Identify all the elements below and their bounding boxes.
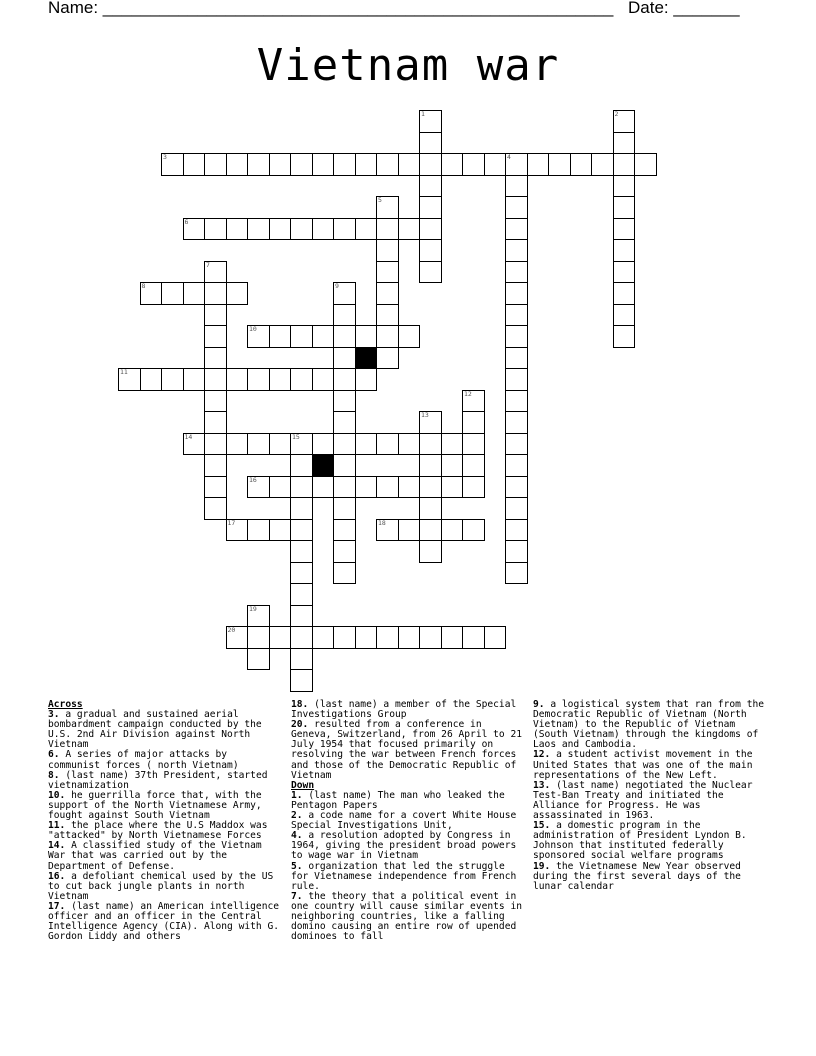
clue-number-label: 6 — [184, 217, 189, 226]
clue-item — [291, 862, 527, 892]
grid-cell[interactable] — [269, 433, 292, 456]
grid-cell[interactable] — [247, 519, 270, 542]
grid-cell[interactable] — [419, 153, 442, 176]
grid-cell[interactable] — [204, 347, 227, 370]
clue-text: organization that led the struggle for Vietnamese independence from French rule. — [291, 860, 517, 892]
grid-cell[interactable] — [333, 411, 356, 434]
grid-cell[interactable] — [333, 626, 356, 649]
grid-cell[interactable] — [269, 626, 292, 649]
clue-item — [291, 720, 527, 781]
grid-cell[interactable] — [312, 476, 335, 499]
clue-text: the Vietnamese New Year observed during the first several days of the lunar calendar — [533, 860, 741, 892]
grid-cell[interactable] — [398, 433, 421, 456]
grid-cell[interactable] — [419, 261, 442, 284]
clue-section-heading: Down — [291, 779, 315, 791]
name-field-label: Name: ______________________________________________________ — [48, 0, 614, 17]
clue-number-label: 15 — [292, 432, 300, 441]
grid-cell[interactable] — [398, 325, 421, 348]
grid-cell[interactable] — [333, 282, 356, 305]
grid-cell[interactable] — [505, 454, 528, 477]
grid-cell[interactable] — [613, 196, 636, 219]
grid-cell[interactable] — [290, 218, 313, 241]
grid-cell[interactable] — [333, 562, 356, 585]
clue-number: 18. — [291, 699, 309, 710]
grid-cell[interactable] — [333, 497, 356, 520]
grid-cell[interactable] — [204, 411, 227, 434]
grid-cell[interactable] — [419, 540, 442, 563]
grid-cell[interactable] — [333, 304, 356, 327]
grid-cell[interactable] — [376, 476, 399, 499]
grid-cell[interactable] — [247, 648, 270, 671]
grid-cell[interactable] — [613, 153, 636, 176]
grid-cell[interactable] — [376, 304, 399, 327]
grid-cell[interactable] — [333, 390, 356, 413]
clue-item — [48, 710, 284, 750]
clue-number: 15. — [533, 820, 551, 832]
grid-cell[interactable] — [613, 132, 636, 155]
grid-cell[interactable] — [312, 218, 335, 241]
grid-cell[interactable] — [290, 519, 313, 542]
grid-cell[interactable] — [269, 476, 292, 499]
grid-cell[interactable] — [398, 519, 421, 542]
grid-cell[interactable] — [376, 218, 399, 241]
grid-cell[interactable] — [226, 433, 249, 456]
grid-cell[interactable] — [462, 153, 485, 176]
grid-cell[interactable] — [333, 153, 356, 176]
grid-cell[interactable] — [398, 218, 421, 241]
clue-item — [533, 862, 769, 892]
clue-item — [48, 791, 284, 821]
clue-text: a logistical system that ran from the Democratic Republic of Vietnam (North Vietnam) to the Republic of Vietnam (South Vietnam) through the kingdoms of Laos and Cambodia. — [533, 699, 765, 751]
grid-cell[interactable] — [204, 304, 227, 327]
grid-cell[interactable] — [247, 433, 270, 456]
grid-cell[interactable] — [505, 368, 528, 391]
grid-cell[interactable] — [290, 540, 313, 563]
clue-number-label: 17 — [227, 518, 236, 527]
grid-cell[interactable] — [376, 261, 399, 284]
clue-number: 14. — [48, 840, 66, 852]
clue-item — [533, 750, 769, 780]
clue-number-label: 3 — [163, 153, 167, 161]
grid-cell[interactable] — [247, 325, 270, 348]
grid-cell[interactable] — [247, 605, 270, 628]
clue-number-label: 18 — [378, 518, 386, 527]
grid-cell[interactable] — [333, 476, 356, 499]
grid-cell[interactable] — [505, 411, 528, 434]
grid-cell[interactable] — [376, 239, 399, 262]
grid-cell[interactable] — [355, 476, 378, 499]
grid-cell[interactable] — [204, 433, 227, 456]
grid-cell[interactable] — [591, 153, 614, 176]
grid-cell[interactable] — [505, 239, 528, 262]
grid-cell[interactable] — [613, 325, 636, 348]
grid-cell[interactable] — [505, 540, 528, 563]
grid-cell[interactable] — [183, 368, 206, 391]
grid-cell[interactable] — [290, 648, 313, 671]
grid-cell[interactable] — [505, 282, 528, 305]
grid-cell[interactable] — [204, 325, 227, 348]
clue-text: resulted from a conference in Geneva, Switzerland, from 26 April to 21 July 1954 that focused primarily on resolving the war between French forces and those of the Democratic Republic of Vietnam — [291, 719, 523, 781]
clue-number-label: 2 — [614, 110, 619, 118]
grid-cell[interactable] — [484, 626, 507, 649]
grid-cell[interactable] — [290, 669, 313, 692]
grid-cell[interactable] — [290, 626, 313, 649]
grid-cell[interactable] — [441, 153, 464, 176]
grid-cell[interactable] — [290, 153, 313, 176]
date-field-label: Date: _______ — [628, 0, 740, 17]
clue-text: (last name) negotiated the Nuclear Test-Ban Treaty and initiated the Alliance for Progress. He was assassinated in 1963. — [533, 779, 753, 822]
clue-text: a gradual and sustained aerial bombardment campaign conducted by the U.S. 2nd Air Division against North Vietnam — [48, 709, 262, 751]
grid-cell[interactable] — [505, 476, 528, 499]
clue-text: A series of major attacks by communist forces ( north Vietnam) — [48, 749, 239, 771]
grid-cell[interactable] — [398, 626, 421, 649]
clue-number-label: 16 — [249, 475, 257, 484]
grid-cell[interactable] — [183, 218, 206, 241]
grid-cell[interactable] — [333, 218, 356, 241]
grid-cell[interactable] — [613, 261, 636, 284]
clue-number: 17. — [48, 900, 66, 912]
grid-cell[interactable] — [183, 433, 206, 456]
clue-text: a code name for a covert White House Special Investigations Unit, — [291, 810, 517, 832]
grid-cell[interactable] — [462, 411, 485, 434]
grid-cell[interactable] — [290, 562, 313, 585]
grid-cell[interactable] — [226, 153, 249, 176]
grid-cell[interactable] — [247, 368, 270, 391]
grid-cell[interactable] — [419, 626, 442, 649]
clue-number-label: 14 — [184, 432, 193, 441]
grid-cell[interactable] — [312, 153, 335, 176]
clue-number-label: 9 — [335, 282, 339, 290]
grid-cell[interactable] — [290, 497, 313, 520]
clue-item — [48, 821, 284, 841]
clue-number-label: 12 — [464, 389, 472, 398]
grid-cell[interactable] — [613, 304, 636, 327]
clue-number: 7. — [291, 890, 303, 902]
clue-number: 6. — [48, 749, 60, 761]
grid-cell[interactable] — [398, 476, 421, 499]
grid-cell[interactable] — [226, 218, 249, 241]
clue-number: 1. — [291, 789, 303, 801]
clue-number: 8. — [48, 769, 60, 781]
clue-text: a defoliant chemical used by the US to cut back jungle plants in north Vietnam — [48, 870, 274, 902]
clue-section-heading: Across — [48, 699, 83, 710]
grid-cell[interactable] — [247, 153, 270, 176]
clues-column-3 — [533, 700, 769, 892]
grid-cell[interactable] — [226, 368, 249, 391]
grid-cell[interactable] — [312, 433, 335, 456]
grid-cell[interactable] — [247, 476, 270, 499]
grid-cell[interactable] — [355, 153, 378, 176]
grid-cell[interactable] — [376, 196, 399, 219]
clue-number-label: 1 — [421, 110, 425, 118]
grid-cell[interactable] — [505, 325, 528, 348]
clue-number-label: 20 — [227, 626, 236, 634]
grid-cell[interactable] — [290, 368, 313, 391]
grid-cell[interactable] — [290, 433, 313, 456]
clue-text: (last name) The man who leaked the Pentagon Papers — [291, 789, 505, 811]
grid-cell[interactable] — [312, 368, 335, 391]
grid-cell[interactable] — [247, 218, 270, 241]
grid-cell[interactable] — [462, 626, 485, 649]
grid-cell[interactable] — [204, 218, 227, 241]
grid-cell[interactable] — [355, 368, 378, 391]
clue-number-label: 7 — [206, 260, 210, 269]
clue-text: he guerrilla force that, with the support of the North Vietnamese Army, fought against South Vietnam — [48, 789, 262, 822]
clue-number: 10. — [48, 789, 66, 801]
grid-cell[interactable] — [204, 454, 227, 477]
grid-cell[interactable] — [613, 110, 636, 133]
grid-cell[interactable] — [333, 347, 356, 370]
grid-cell[interactable] — [505, 497, 528, 520]
grid-cell[interactable] — [419, 433, 442, 456]
clue-number-label: 8 — [141, 282, 146, 290]
clue-item — [48, 750, 284, 770]
grid-cell[interactable] — [505, 153, 528, 176]
clue-item — [291, 791, 527, 811]
puzzle-title: Vietnam war — [256, 40, 560, 91]
grid-cell[interactable] — [419, 110, 442, 133]
grid-cell[interactable] — [376, 519, 399, 542]
clue-text: (last name) an American intelligence officer and an officer in the Central Intelligence Agency (CIA). Along with G. Gordon Liddy and others — [48, 900, 280, 943]
clue-item — [291, 892, 527, 942]
clue-item — [291, 700, 527, 720]
grid-cell[interactable] — [505, 433, 528, 456]
grid-cell[interactable] — [140, 282, 163, 305]
grid-cell[interactable] — [161, 368, 184, 391]
grid-cell[interactable] — [269, 218, 292, 241]
grid-cell[interactable] — [290, 325, 313, 348]
grid-cell[interactable] — [419, 454, 442, 477]
grid-cell[interactable] — [269, 325, 292, 348]
clue-number: 4. — [291, 830, 303, 842]
grid-cell[interactable] — [462, 390, 485, 413]
clue-number: 5. — [291, 860, 303, 872]
grid-cell[interactable] — [312, 325, 335, 348]
grid-cell[interactable] — [333, 433, 356, 456]
black-square — [312, 454, 335, 477]
clue-number: 11. — [48, 820, 66, 832]
clue-item — [48, 841, 284, 871]
clues-column-1 — [48, 700, 284, 942]
grid-cell[interactable] — [333, 368, 356, 391]
grid-cell[interactable] — [355, 626, 378, 649]
clue-number-label: 11 — [120, 368, 128, 376]
clue-item — [291, 811, 527, 831]
clue-number: 16. — [48, 870, 66, 882]
grid-cell[interactable] — [398, 153, 421, 176]
clue-number: 20. — [291, 719, 309, 731]
clue-item — [533, 821, 769, 861]
grid-cell[interactable] — [290, 583, 313, 606]
grid-cell[interactable] — [183, 282, 206, 305]
grid-cell[interactable] — [505, 196, 528, 219]
grid-cell[interactable] — [247, 626, 270, 649]
grid-cell[interactable] — [290, 454, 313, 477]
grid-cell[interactable] — [505, 390, 528, 413]
grid-cell[interactable] — [161, 153, 184, 176]
grid-cell[interactable] — [226, 282, 249, 305]
grid-cell[interactable] — [505, 304, 528, 327]
grid-cell[interactable] — [290, 605, 313, 628]
grid-cell[interactable] — [505, 519, 528, 542]
grid-cell[interactable] — [462, 519, 485, 542]
black-square — [355, 347, 378, 370]
grid-cell[interactable] — [419, 175, 442, 198]
grid-cell[interactable] — [333, 454, 356, 477]
grid-cell[interactable] — [269, 153, 292, 176]
grid-cell[interactable] — [505, 175, 528, 198]
grid-cell[interactable] — [419, 519, 442, 542]
clue-text: a resolution adopted by Congress in 1964, giving the president broad powers to wage war in Vietnam — [291, 830, 517, 862]
clue-item — [48, 771, 284, 791]
grid-cell[interactable] — [355, 325, 378, 348]
grid-cell[interactable] — [204, 261, 227, 284]
grid-cell[interactable] — [376, 282, 399, 305]
grid-cell[interactable] — [376, 347, 399, 370]
grid-cell[interactable] — [140, 368, 163, 391]
clue-text: A classified study of the Vietnam War that was carried out by the Department of Defense. — [48, 840, 262, 872]
grid-cell[interactable] — [183, 153, 206, 176]
grid-cell[interactable] — [376, 626, 399, 649]
grid-cell[interactable] — [204, 282, 227, 305]
grid-cell[interactable] — [527, 153, 550, 176]
grid-cell[interactable] — [419, 411, 442, 434]
grid-cell[interactable] — [204, 390, 227, 413]
clue-number: 3. — [48, 709, 60, 721]
grid-cell[interactable] — [118, 368, 141, 391]
grid-cell[interactable] — [419, 239, 442, 262]
grid-cell[interactable] — [204, 497, 227, 520]
clue-item — [533, 700, 769, 750]
grid-cell[interactable] — [355, 433, 378, 456]
clue-text: the place where the U.S Maddox was "attacked" by North Vietnamese Forces — [48, 820, 268, 842]
grid-cell[interactable] — [462, 433, 485, 456]
grid-cell[interactable] — [505, 261, 528, 284]
grid-cell[interactable] — [355, 218, 378, 241]
grid-cell[interactable] — [333, 540, 356, 563]
clue-number-label: 5 — [378, 196, 382, 204]
clue-number-label: 10 — [249, 325, 257, 333]
grid-cell[interactable] — [290, 476, 313, 499]
grid-cell[interactable] — [269, 368, 292, 391]
clue-number-label: 13 — [421, 411, 429, 419]
clue-item — [48, 872, 284, 902]
clue-item — [291, 831, 527, 861]
grid-cell[interactable] — [333, 519, 356, 542]
grid-cell[interactable] — [505, 218, 528, 241]
grid-cell[interactable] — [484, 153, 507, 176]
grid-cell[interactable] — [226, 519, 249, 542]
grid-cell[interactable] — [419, 196, 442, 219]
grid-cell[interactable] — [613, 218, 636, 241]
grid-cell[interactable] — [613, 282, 636, 305]
grid-cell[interactable] — [441, 433, 464, 456]
grid-cell[interactable] — [441, 519, 464, 542]
grid-cell[interactable] — [204, 153, 227, 176]
grid-cell[interactable] — [333, 325, 356, 348]
grid-cell[interactable] — [441, 476, 464, 499]
grid-cell[interactable] — [204, 368, 227, 391]
clue-text: a student activist movement in the United States that was one of the main representations of the New Left. — [533, 749, 753, 781]
clue-number: 9. — [533, 699, 545, 710]
clue-number-label: 19 — [249, 604, 257, 613]
grid-cell[interactable] — [226, 626, 249, 649]
clue-number: 13. — [533, 779, 551, 791]
grid-cell[interactable] — [505, 562, 528, 585]
clues-column-2 — [291, 700, 527, 942]
grid-cell[interactable] — [204, 476, 227, 499]
clue-text: (last name) 37th President, started vietnamization — [48, 769, 268, 791]
grid-cell[interactable] — [376, 325, 399, 348]
grid-cell[interactable] — [376, 433, 399, 456]
grid-cell[interactable] — [376, 153, 399, 176]
clue-text: a domestic program in the administration of President Lyndon B. Johnson that instituted federally sponsored social welfare programs — [533, 820, 747, 862]
grid-cell[interactable] — [462, 476, 485, 499]
grid-cell[interactable] — [161, 282, 184, 305]
grid-cell[interactable] — [613, 239, 636, 262]
grid-cell[interactable] — [548, 153, 571, 176]
grid-cell[interactable] — [570, 153, 593, 176]
clue-item — [48, 902, 284, 942]
clue-number: 12. — [533, 749, 551, 761]
grid-cell[interactable] — [269, 519, 292, 542]
grid-cell[interactable] — [505, 347, 528, 370]
clue-number: 2. — [291, 810, 303, 822]
grid-cell[interactable] — [613, 175, 636, 198]
grid-cell[interactable] — [419, 218, 442, 241]
grid-cell[interactable] — [419, 497, 442, 520]
grid-cell[interactable] — [441, 626, 464, 649]
clue-text: the theory that a political event in one country will cause similar events in neighboring countries, like a falling domino causing an entire row of upended dominoes to fall — [291, 890, 523, 943]
clue-text: (last name) a member of the Special Investigations Group — [291, 699, 517, 721]
grid-cell[interactable] — [312, 626, 335, 649]
clue-item — [533, 781, 769, 821]
clue-number-label: 4 — [507, 153, 511, 161]
grid-cell[interactable] — [462, 454, 485, 477]
grid-cell[interactable] — [419, 476, 442, 499]
grid-cell[interactable] — [419, 132, 442, 155]
grid-cell[interactable] — [634, 153, 657, 176]
clue-number: 19. — [533, 860, 551, 872]
